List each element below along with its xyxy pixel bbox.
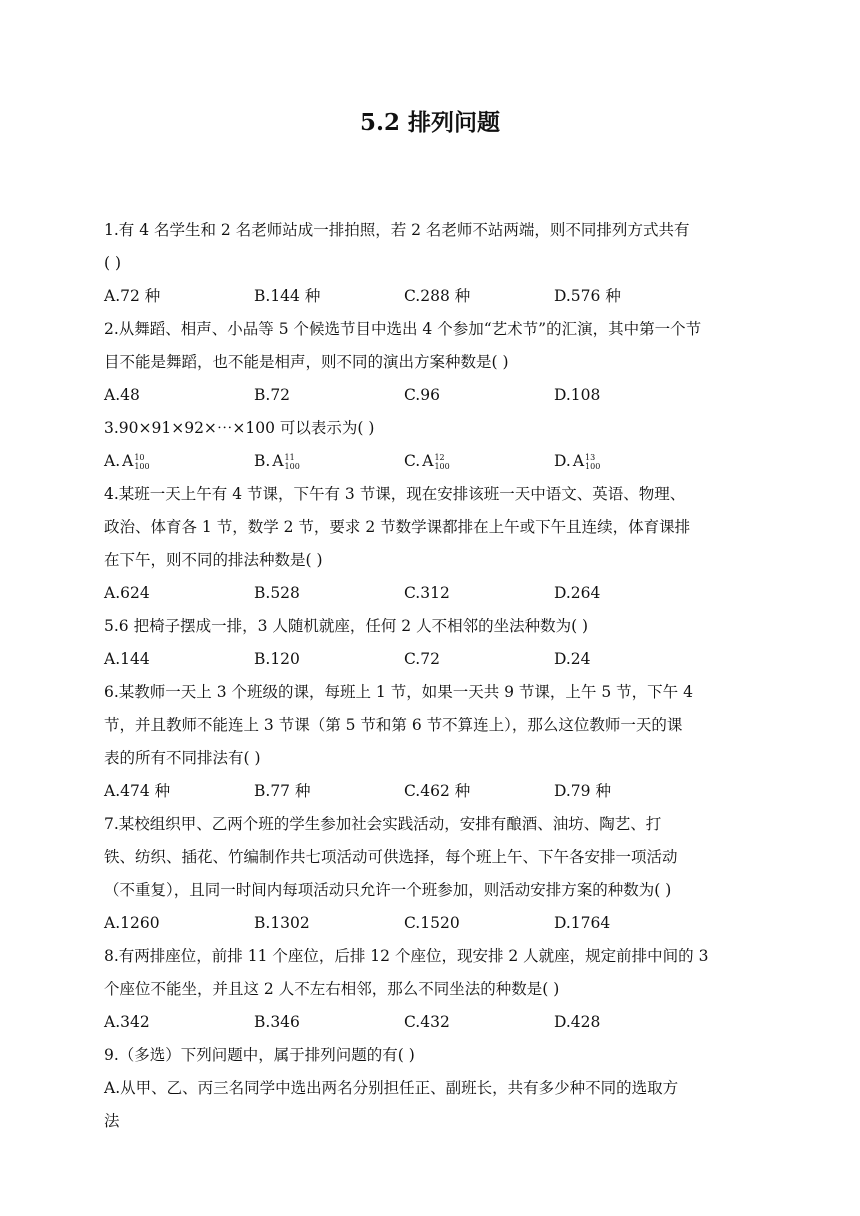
question-block [104,412,754,478]
option-choice: C.1520 [404,914,460,932]
option-choice: A.48 [104,386,140,404]
question-text-line: 在下午，则不同的排法种数是( ) [104,551,323,569]
options-row [104,907,754,940]
option-choice: D.428 [554,1013,601,1031]
option-choice: A.624 [104,584,150,602]
question-block [104,940,754,1039]
permutation-superscript: 10 [134,452,145,462]
permutation-superscript: 13 [585,452,596,462]
option-choice: C.72 [404,650,440,668]
option-choice: B.72 [254,386,291,404]
question-text-line: 目不能是舞蹈，也不能是相声，则不同的演出方案种数是( ) [104,353,509,371]
option-choice: A.1260 [104,914,160,932]
question-block [104,676,754,808]
options-row [104,643,754,676]
page-title: 5.2 排列问题 [359,109,501,136]
option-choice: B.77 种 [254,782,311,800]
question-text-line: 表的所有不同排法有( ) [104,749,261,767]
option-choice: A.144 [104,650,150,668]
question-text-line: 5.6 把椅子摆成一排，3 人随机就座，任何 2 人不相邻的坐法种数为( ) [104,617,589,635]
question-block [104,808,754,940]
question-block [104,313,754,412]
question-text-line: 9.（多选）下列问题中，属于排列问题的有( ) [104,1046,415,1064]
question-text-line: 个座位不能坐，并且这 2 人不左右相邻，那么不同坐法的种数是( ) [104,980,560,998]
permutation-symbol: A 10 100 [122,452,150,471]
question-text-line: 1.有 4 名学生和 2 名老师站成一排拍照，若 2 名老师不站两端，则不同排列方式共有 [104,221,690,239]
permutation-symbol: A 11 100 [272,452,300,471]
option-choice: B.120 [254,650,300,668]
option-choice [104,445,254,478]
option-choice: D.264 [554,584,601,602]
option-choice: B.346 [254,1013,300,1031]
option-prefix: B. [254,452,271,470]
option-choice: D.79 种 [554,782,611,800]
option-choice: D.108 [554,386,601,404]
option-choice: C.432 [404,1013,450,1031]
option-choice: B.144 种 [254,287,321,305]
question-text-line: 法 [104,1112,120,1130]
options-row [104,445,754,478]
option-choice [554,445,704,478]
option-choice: B.528 [254,584,300,602]
options-row [104,280,754,313]
permutation-subscript: 100 [134,461,150,471]
option-choice: D.576 种 [554,287,621,305]
option-choice [404,445,554,478]
permutation-symbol: A 12 100 [422,452,450,471]
question-text-line: 铁、纺织、插花、竹编制作共七项活动可供选择，每个班上午、下午各安排一项活动 [104,848,678,866]
question-block [104,610,754,676]
question-text-line: 3.90×91×92×⋯×100 可以表示为( ) [104,419,375,437]
permutation-symbol: A 13 100 [572,452,601,471]
question-text-line: 2.从舞蹈、相声、小品等 5 个候选节目中选出 4 个参加“艺术节”的汇演，其中第一个节 [104,320,702,338]
option-choice: B.1302 [254,914,310,932]
option-prefix: C. [404,452,421,470]
question-text-line: 8.有两排座位，前排 11 个座位，后排 12 个座位，现安排 2 人就座，规定前排中间的 3 [104,947,709,965]
question-text-line: ( ) [104,254,122,272]
question-text-line: （不重复），且同一时间内每项活动只允许一个班参加，则活动安排方案的种数为( ) [104,881,672,899]
option-choice: A.72 种 [104,287,161,305]
option-choice: C.312 [404,584,450,602]
option-choice: C.96 [404,386,440,404]
option-prefix: D. [554,452,571,470]
option-choice: C.462 种 [404,782,471,800]
question-text-line: 6.某教师一天上 3 个班级的课，每班上 1 节，如果一天共 9 节课，上午 5 节，下午 4 [104,683,693,701]
option-choice: D.24 [554,650,591,668]
option-choice: A.474 种 [104,782,171,800]
options-row [104,1006,754,1039]
question-block [104,478,754,610]
question-text-line: A.从甲、乙、丙三名同学中选出两名分别担任正、副班长，共有多少种不同的选取方 [104,1079,679,1097]
options-row [104,775,754,808]
permutation-subscript: 100 [434,461,450,471]
question-text-line: 7.某校组织甲、乙两个班的学生参加社会实践活动，安排有酿酒、油坊、陶艺、打 [104,815,662,833]
option-choice [254,445,404,478]
permutation-subscript: 100 [585,461,601,471]
question-block [104,214,754,313]
option-prefix: A. [104,452,121,470]
question-text-line: 政治、体育各 1 节，数学 2 节，要求 2 节数学课都排在上午或下午且连续，体育课排 [104,518,691,536]
option-choice: C.288 种 [404,287,471,305]
option-choice: A.342 [104,1013,150,1031]
options-row [104,577,754,610]
question-list [104,214,754,1138]
option-choice: D.1764 [554,914,611,932]
permutation-subscript: 100 [284,461,300,471]
question-text-line: 节，并且教师不能连上 3 节课（第 5 节和第 6 节不算连上），那么这位教师一天的课 [104,716,683,734]
question-text-line: 4.某班一天上午有 4 节课，下午有 3 节课，现在安排该班一天中语文、英语、物理、 [104,485,686,503]
permutation-superscript: 11 [284,452,295,462]
question-block [104,1039,754,1138]
permutation-superscript: 12 [434,452,445,462]
options-row [104,379,754,412]
